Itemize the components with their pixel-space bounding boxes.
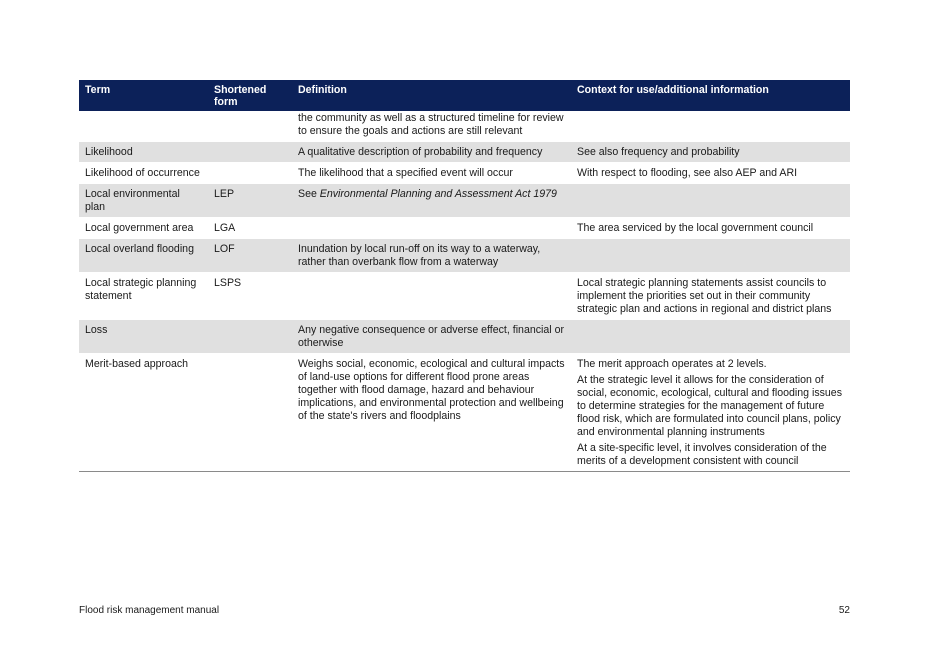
cell-term: Loss [79,320,208,354]
table-row [79,218,850,239]
cell-short: LGA [208,218,292,239]
cell-term: Local government area [79,218,208,239]
context-paragraph: The merit approach operates at 2 levels. [577,358,767,370]
cell-definition: Weighs social, economic, ecological and cultural impacts of land-use options for different flood prone areas together with flood damage, hazard and behaviour implications, and environmental protection and wellbeing of the state's rivers and floodplains [292,354,571,472]
cell-definition [292,218,571,239]
header-term: Term [79,80,208,111]
cell-context [571,111,850,142]
cell-term: Merit-based approach [79,354,208,472]
header-shortened-form: Shortened form [208,80,292,111]
context-paragraph: At a site-specific level, it involves consideration of the merits of a development consistent with council [577,442,827,467]
cell-context: See also frequency and probability [571,142,850,163]
table-row [79,273,850,320]
cell-definition: Any negative consequence or adverse effect, financial or otherwise [292,320,571,354]
table-row [79,184,850,218]
cell-short: LSPS [208,273,292,320]
cell-context [571,184,850,218]
cell-short [208,111,292,142]
cell-definition [292,273,571,320]
cell-context [571,239,850,273]
cell-short [208,142,292,163]
cell-term: Likelihood of occurrence [79,163,208,184]
cell-context: The area serviced by the local government council [571,218,850,239]
footer-document-title: Flood risk management manual [79,605,220,616]
cell-definition: the community as well as a structured timeline for review to ensure the goals and actions are still relevant [292,111,571,142]
header-definition: Definition [292,80,571,111]
footer-page-number: 52 [838,605,850,616]
table-row [79,239,850,273]
cell-term: Local overland flooding [79,239,208,273]
cell-context: Local strategic planning statements assist councils to implement the priorities set out in their community strategic plan and actions in regional and district plans [571,273,850,320]
header-context: Context for use/additional information [571,80,850,111]
cell-term: Local strategic planning statement [79,273,208,320]
cell-short: LOF [208,239,292,273]
table-row [79,320,850,354]
cell-short: LEP [208,184,292,218]
act-title: Environmental Planning and Assessment Act 1979 [319,188,557,200]
glossary-table [79,80,850,472]
cell-context [571,320,850,354]
context-paragraph: At the strategic level it allows for the consideration of social, economic, ecological, cultural and flooding issues to determine strategies for the management of future flood risk, which are formulated into council plans, policy and environmental planning instruments [577,374,842,438]
cell-definition: Inundation by local run-off on its way to a waterway, rather than overbank flow from a waterway [292,239,571,273]
cell-term [79,111,208,142]
cell-context [571,354,850,472]
cell-context: With respect to flooding, see also AEP and ARI [571,163,850,184]
cell-term: Likelihood [79,142,208,163]
table-header-row [79,80,850,111]
cell-definition: The likelihood that a specified event will occur [292,163,571,184]
table-row [79,354,850,472]
definition-prefix: See [298,188,320,200]
table-row [79,163,850,184]
table-row [79,111,850,142]
cell-definition [292,184,571,218]
cell-short [208,354,292,472]
cell-short [208,320,292,354]
cell-definition: A qualitative description of probability and frequency [292,142,571,163]
cell-term: Local environmental plan [79,184,208,218]
table-row [79,142,850,163]
cell-short [208,163,292,184]
